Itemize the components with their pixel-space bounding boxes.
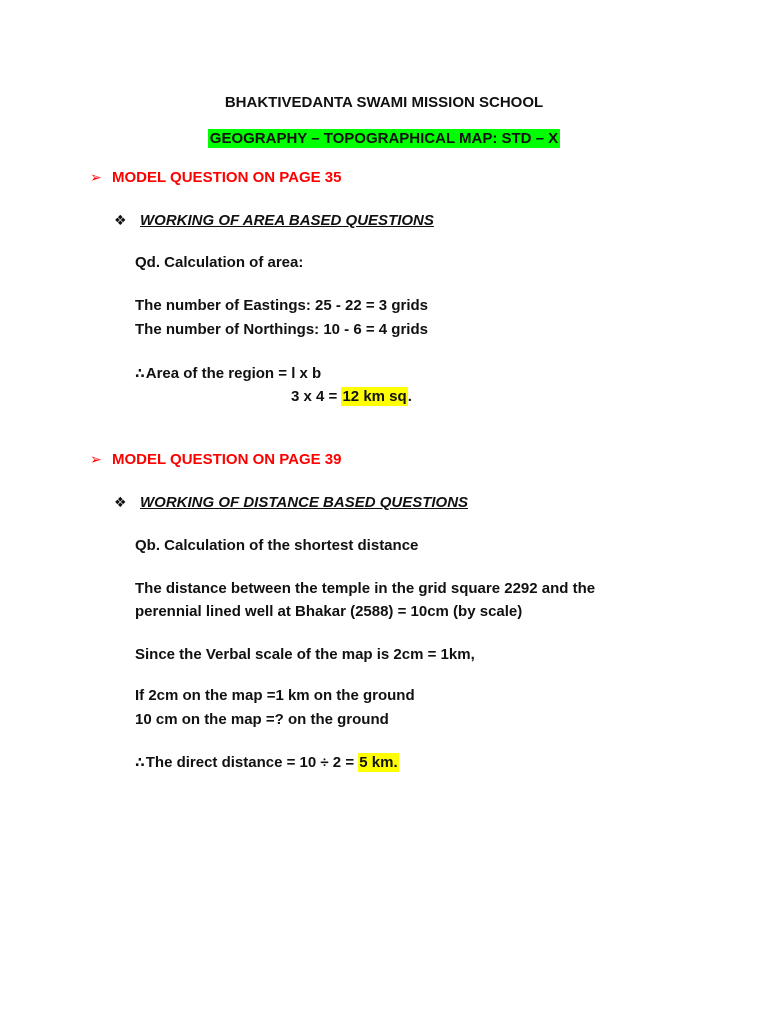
question-area: Qd. Calculation of area:: [135, 254, 304, 271]
eastings-line: The number of Eastings: 25 - 22 = 3 grids: [135, 297, 428, 314]
section-heading-page-35: ➢ MODEL QUESTION ON PAGE 35: [90, 169, 342, 186]
school-name: BHAKTIVEDANTA SWAMI MISSION SCHOOL: [224, 94, 544, 111]
therefore-icon: ∴: [135, 754, 145, 770]
distance-answer-highlight: 5 km.: [359, 754, 398, 771]
diamond-bullet-icon: ❖: [114, 494, 127, 510]
area-answer-highlight: 12 km sq: [342, 388, 407, 405]
northings-line: The number of Northings: 10 - 6 = 4 grids: [135, 321, 428, 338]
scale-line: Since the Verbal scale of the map is 2cm = 1km,: [135, 646, 475, 663]
question-distance: Qb. Calculation of the shortest distance: [135, 537, 419, 554]
diamond-bullet-icon: ❖: [114, 212, 127, 228]
section-heading-page-39: ➢ MODEL QUESTION ON PAGE 39: [90, 451, 342, 468]
area-answer-line: 3 x 4 = 12 km sq.: [291, 388, 412, 405]
arrow-bullet-icon: ➢: [90, 451, 102, 467]
distance-paragraph-line-1: The distance between the temple in the grid square 2292 and the: [135, 580, 596, 597]
distance-paragraph-line-2: perennial lined well at Bhakar (2588) = 10cm (by scale): [135, 603, 523, 620]
therefore-icon: ∴: [135, 365, 145, 381]
subheading-area: ❖ WORKING OF AREA BASED QUESTIONS: [114, 212, 434, 229]
arrow-bullet-icon: ➢: [90, 169, 102, 185]
subheading-distance: ❖ WORKING OF DISTANCE BASED QUESTIONS: [114, 494, 469, 511]
proportion-line-1: If 2cm on the map =1 km on the ground: [135, 687, 415, 704]
subject-heading: [0, 129, 768, 149]
subject-heading-text: GEOGRAPHY – TOPOGRAPHICAL MAP: STD – X: [209, 130, 559, 147]
distance-result-line: ∴The direct distance = 10 ÷ 2 = 5 km.: [135, 754, 398, 771]
area-formula-line: ∴Area of the region = l x b: [135, 365, 322, 382]
proportion-line-2: 10 cm on the map =? on the ground: [135, 711, 389, 728]
